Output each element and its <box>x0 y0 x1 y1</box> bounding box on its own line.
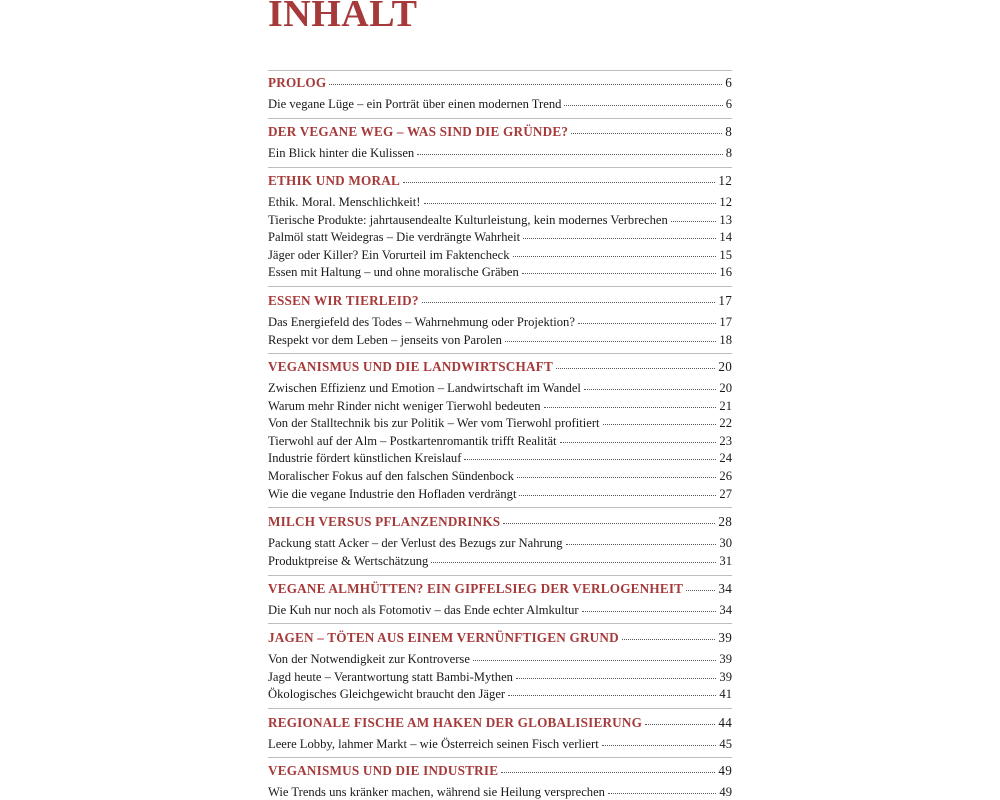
section-divider <box>268 708 732 709</box>
dot-leader <box>622 638 716 640</box>
toc-page-number: 6 <box>725 97 732 111</box>
section-divider <box>268 757 732 758</box>
toc-title: VEGANISMUS UND DIE INDUSTRIE <box>268 763 499 778</box>
toc-page-number: 45 <box>719 737 732 751</box>
dot-leader <box>464 458 716 460</box>
toc-section-heading[interactable] <box>268 514 732 530</box>
toc-page-number: 41 <box>719 687 732 702</box>
toc-page-number: 12 <box>719 195 732 209</box>
toc-entry[interactable] <box>268 669 732 685</box>
toc-entry[interactable] <box>268 535 732 551</box>
dot-leader <box>603 423 717 425</box>
dot-leader <box>645 723 715 725</box>
toc-title: Von der Stalltechnik bis zur Politik – Wer vom Tierwohl profitiert <box>268 416 600 431</box>
section-divider <box>268 167 732 168</box>
toc-section-heading[interactable] <box>268 581 732 597</box>
toc-section-heading[interactable] <box>268 630 732 646</box>
toc-page-number: 17 <box>719 315 732 329</box>
toc-entry[interactable] <box>268 145 732 161</box>
dot-leader <box>519 494 716 496</box>
toc-title: Warum mehr Rinder nicht weniger Tierwohl bedeuten <box>268 398 541 413</box>
toc-page-number: 12 <box>718 173 732 188</box>
toc-page-number: 39 <box>718 630 732 645</box>
dot-leader <box>422 301 716 303</box>
toc-entry[interactable] <box>268 486 732 502</box>
toc-entry[interactable] <box>268 736 732 752</box>
toc-page-number: 20 <box>719 381 732 395</box>
dot-leader <box>503 522 715 524</box>
page-title: INHALT <box>268 0 418 35</box>
dot-leader <box>671 220 717 222</box>
toc-entry[interactable] <box>268 314 732 330</box>
section-divider <box>268 507 732 508</box>
toc-title: VEGANISMUS UND DIE LANDWIRTSCHAFT <box>268 359 553 374</box>
toc-page-number: 34 <box>719 603 732 617</box>
toc-entry[interactable] <box>268 264 732 280</box>
toc-title: Ökologisches Gleichgewicht braucht den Jäger <box>268 687 506 702</box>
toc-section-heading[interactable] <box>268 124 732 140</box>
dot-leader <box>517 476 717 478</box>
toc-title: Moralischer Fokus auf den falschen Sündenbock <box>268 469 514 483</box>
toc-title: VEGANE ALMHÜTTEN? EIN GIPFELSIEG DER VERLOGENHEIT <box>268 581 684 596</box>
toc-page-number: 28 <box>718 514 732 529</box>
section-divider <box>268 118 732 119</box>
toc-entry[interactable] <box>268 194 732 210</box>
toc-entry[interactable] <box>268 380 732 396</box>
dot-leader <box>403 181 715 183</box>
dot-leader <box>578 322 716 324</box>
toc-page-number: 27 <box>719 486 732 501</box>
toc-title: Packung statt Acker – der Verlust des Bezugs zur Nahrung <box>268 536 563 550</box>
toc-page-number: 21 <box>719 398 732 413</box>
dot-leader <box>431 561 716 563</box>
section-divider <box>268 70 732 71</box>
toc-entry[interactable] <box>268 450 732 466</box>
toc-section-heading[interactable] <box>268 763 732 779</box>
toc-title: DER VEGANE WEG – WAS SIND DIE GRÜNDE? <box>268 124 569 139</box>
toc-entry[interactable] <box>268 602 732 618</box>
toc-title: Von der Notwendigkeit zur Kontroverse <box>268 652 470 666</box>
toc-entry[interactable] <box>268 247 732 263</box>
toc-entry[interactable] <box>268 229 732 245</box>
section-divider <box>268 623 732 624</box>
toc-page-number: 39 <box>719 669 732 684</box>
dot-leader <box>523 237 716 239</box>
toc-entry[interactable] <box>268 433 732 449</box>
toc-page-number: 14 <box>719 230 732 245</box>
toc-title: Leere Lobby, lahmer Markt – wie Österreich seinen Fisch verliert <box>268 737 599 751</box>
dot-leader <box>508 694 716 696</box>
toc-page-number: 20 <box>718 359 732 374</box>
dot-leader <box>582 610 717 612</box>
toc-title: Essen mit Haltung – und ohne moralische Gräben <box>268 265 519 280</box>
toc-title: Palmöl statt Weidegras – Die verdrängte Wahrheit <box>268 230 521 245</box>
toc-title: Produktpreise & Wertschätzung <box>268 553 429 568</box>
toc-title: PROLOG <box>268 75 327 90</box>
toc-title: Die vegane Lüge – ein Porträt über einen modernen Trend <box>268 97 562 111</box>
toc-title: ETHIK UND MORAL <box>268 173 400 188</box>
toc-title: Respekt vor dem Leben – jenseits von Parolen <box>268 332 502 347</box>
toc-page-number: 49 <box>719 785 732 799</box>
dot-leader <box>501 771 715 773</box>
toc-title: MILCH VERSUS PFLANZENDRINKS <box>268 514 501 529</box>
dot-leader <box>473 659 716 661</box>
toc-entry[interactable] <box>268 468 732 484</box>
dot-leader <box>556 367 715 369</box>
dot-leader <box>571 132 722 134</box>
toc-title: Industrie fördert künstlichen Kreislauf <box>268 451 462 466</box>
toc-page-number: 34 <box>718 581 732 596</box>
toc-title: REGIONALE FISCHE AM HAKEN DER GLOBALISIERUNG <box>268 715 643 730</box>
toc-page-number: 15 <box>719 247 732 262</box>
toc-page-number: 22 <box>719 416 732 431</box>
toc-entry[interactable] <box>268 415 732 431</box>
toc-entry[interactable] <box>268 398 732 414</box>
toc-section-heading[interactable] <box>268 715 732 731</box>
toc-page-number: 23 <box>719 433 732 448</box>
toc-title: Wie die vegane Industrie den Hofladen verdrängt <box>268 486 517 501</box>
dot-leader <box>417 153 722 155</box>
toc-section-heading[interactable] <box>268 173 732 189</box>
toc-entry[interactable] <box>268 96 732 112</box>
toc-title: Ethik. Moral. Menschlichkeit! <box>268 195 421 209</box>
toc-page-number: 44 <box>718 715 732 730</box>
dot-leader <box>424 202 717 204</box>
toc-page-number: 6 <box>725 75 732 90</box>
toc-section-heading[interactable] <box>268 359 732 375</box>
toc-title: Wie Trends uns kränker machen, während sie Heilung versprechen <box>268 785 605 799</box>
toc-page-number: 39 <box>719 652 732 666</box>
toc-page-number: 31 <box>719 553 732 568</box>
toc-title: Tierwohl auf der Alm – Postkartenromantik trifft Realität <box>268 433 557 448</box>
dot-leader <box>602 744 717 746</box>
toc-title: Ein Blick hinter die Kulissen <box>268 146 415 160</box>
dot-leader <box>513 255 717 257</box>
dot-leader <box>522 272 717 274</box>
toc-entry[interactable] <box>268 784 732 800</box>
toc-page-number: 13 <box>719 212 732 227</box>
toc-title: ESSEN WIR TIERLEID? <box>268 293 419 308</box>
toc-page-number: 8 <box>725 124 732 139</box>
dot-leader <box>686 589 715 591</box>
toc-entry[interactable] <box>268 212 732 228</box>
toc-title: Das Energiefeld des Todes – Wahrnehmung oder Projektion? <box>268 315 575 329</box>
dot-leader <box>516 677 716 679</box>
toc-title: Die Kuh nur noch als Fotomotiv – das Ende echter Almkultur <box>268 603 579 617</box>
section-divider <box>268 353 732 354</box>
dot-leader <box>564 104 722 106</box>
toc-page-number: 17 <box>718 293 732 308</box>
toc-entry[interactable] <box>268 651 732 667</box>
dot-leader <box>505 340 716 342</box>
dot-leader <box>560 441 717 443</box>
dot-leader <box>329 83 722 85</box>
toc-entry[interactable] <box>268 553 732 569</box>
toc-page-number: 24 <box>719 451 732 466</box>
toc-title: Jäger oder Killer? Ein Vorurteil im Faktencheck <box>268 247 510 262</box>
dot-leader <box>608 792 716 794</box>
toc-page-number: 16 <box>719 265 732 280</box>
toc-entry[interactable] <box>268 686 732 702</box>
dot-leader <box>544 406 717 408</box>
toc-page-number: 8 <box>725 146 732 160</box>
toc-title: Tierische Produkte: jahrtausendealte Kulturleistung, kein modernes Verbrechen <box>268 212 668 227</box>
section-divider <box>268 575 732 576</box>
toc-title: Zwischen Effizienz und Emotion – Landwirtschaft im Wandel <box>268 381 581 395</box>
toc-page-number: 18 <box>719 332 732 347</box>
toc-section-heading[interactable] <box>268 75 732 91</box>
toc-page-number: 30 <box>719 536 732 550</box>
toc-page-number: 26 <box>719 469 732 483</box>
toc-entry[interactable] <box>268 332 732 348</box>
toc-title: JAGEN – TÖTEN AUS EINEM VERNÜNFTIGEN GRUND <box>268 630 619 645</box>
toc-section-heading[interactable] <box>268 293 732 309</box>
toc-title: Jagd heute – Verantwortung statt Bambi-Mythen <box>268 669 513 684</box>
section-divider <box>268 286 732 287</box>
dot-leader <box>566 543 717 545</box>
dot-leader <box>584 388 716 390</box>
toc-page-number: 49 <box>718 763 732 778</box>
